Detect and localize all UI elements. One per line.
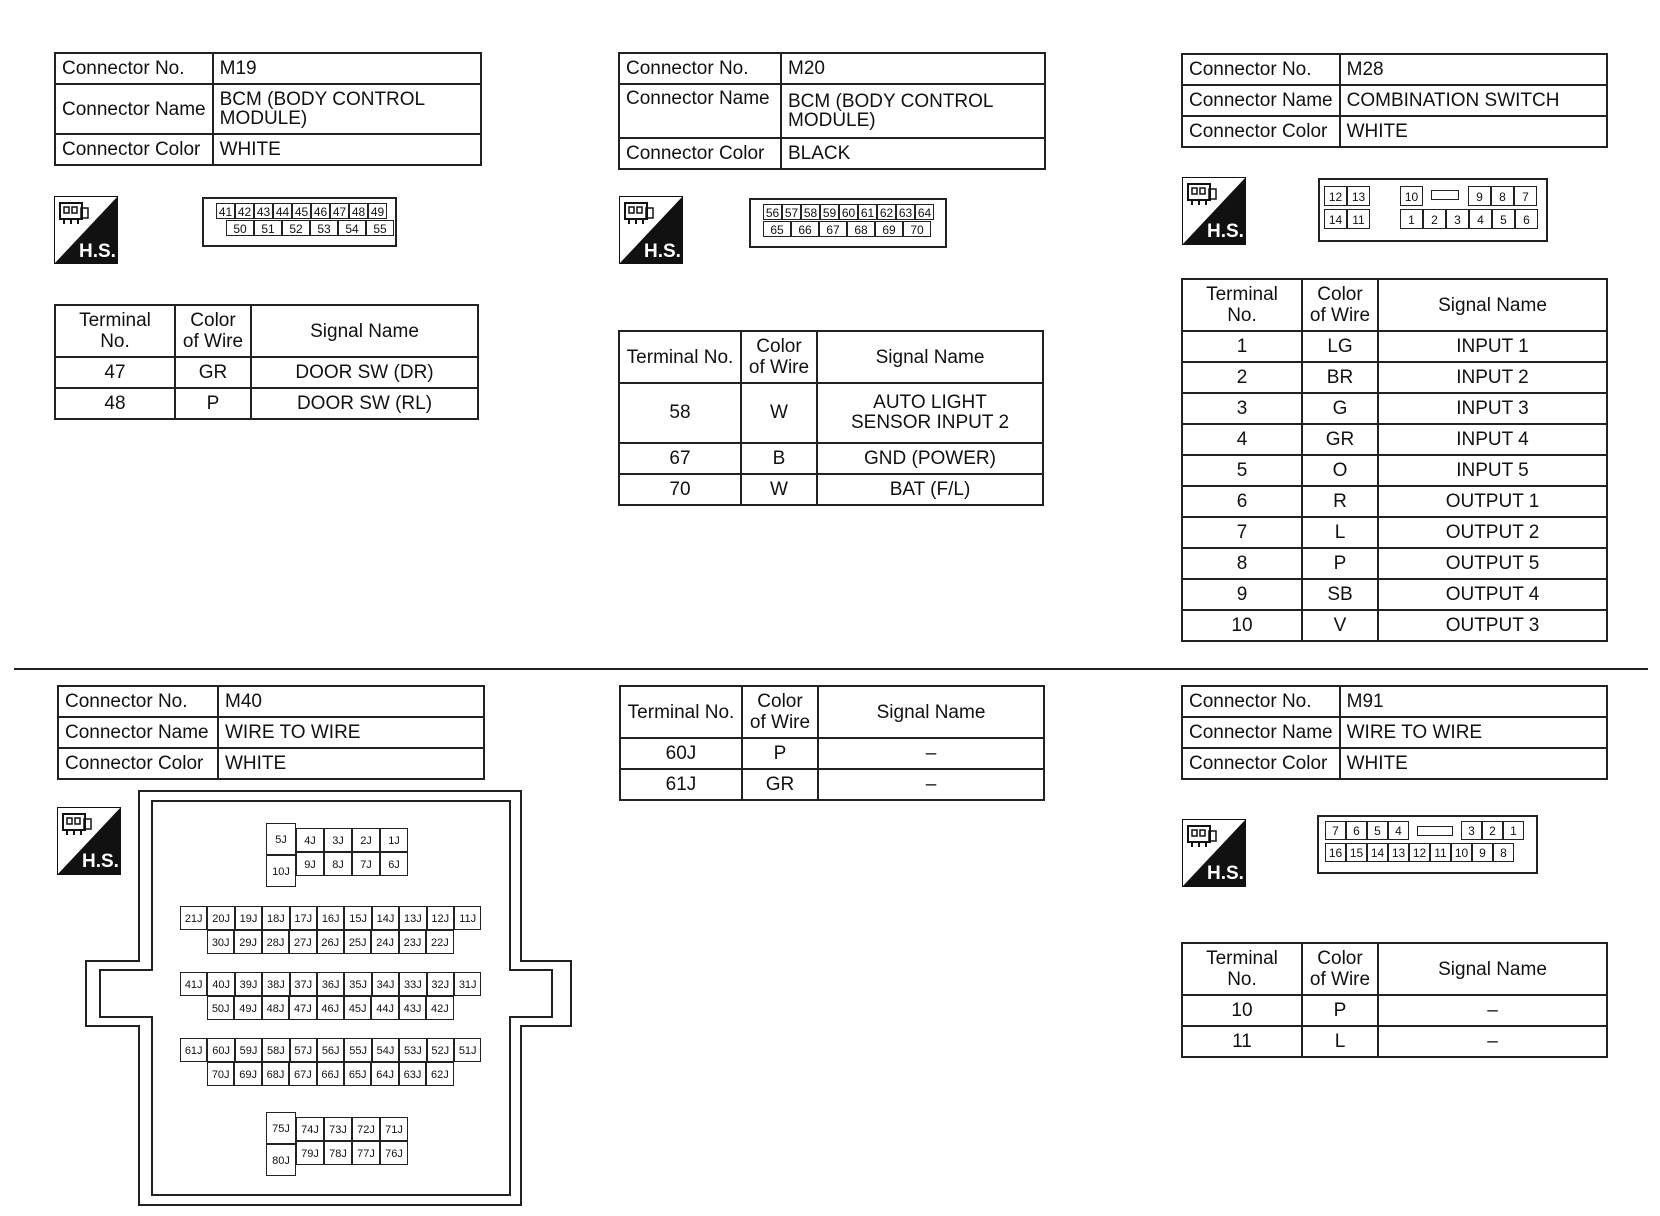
wire-cell: V (1302, 610, 1378, 641)
connector-pin: 75J (266, 1112, 296, 1144)
wire-cell: B (741, 443, 817, 474)
connector-color-value: WHITE (1340, 116, 1607, 147)
wire-cell: L (1302, 1026, 1378, 1057)
connector-pin: 67J (289, 1062, 316, 1086)
connector-pin: 77J (352, 1141, 380, 1165)
connector-pin: 5 (1367, 821, 1388, 840)
connector-name-label: Connector Name (619, 84, 781, 138)
connector-pin: 38J (262, 972, 289, 996)
connector-name-label: Connector Name (1182, 85, 1340, 116)
wire-cell: GR (175, 357, 251, 388)
connector-pin: 64 (915, 204, 934, 220)
hs-label: H.S. (82, 851, 119, 872)
connector-pin: 2 (1482, 821, 1503, 840)
terminal-cell: 67 (619, 443, 741, 474)
table-row (619, 474, 1043, 505)
terminal-cell: 70 (619, 474, 741, 505)
connector-pin: 43 (254, 203, 273, 219)
connector-pin: 41J (180, 972, 207, 996)
terminal-cell: 58 (619, 383, 741, 443)
connector-pin: 22J (426, 930, 453, 954)
m19-terminal-table (54, 304, 479, 420)
hs-label: H.S. (1207, 863, 1244, 884)
hs-label: H.S. (644, 241, 681, 262)
connector-pin: 16 (1325, 843, 1346, 862)
connector-pin: 8J (324, 852, 352, 876)
color-of-wire-header: Color of Wire (175, 305, 251, 357)
connector-pin: 62J (426, 1062, 453, 1086)
terminal-no-header: Terminal No. (619, 331, 741, 383)
table-row (1182, 362, 1607, 393)
connector-pin: 72J (352, 1117, 380, 1141)
wire-cell: W (741, 474, 817, 505)
connector-pin: 60J (207, 1038, 234, 1062)
connector-pin: 42J (426, 996, 453, 1020)
signal-cell: OUTPUT 1 (1378, 486, 1607, 517)
connector-pin: 5 (1492, 209, 1515, 229)
connector-pin: 51J (454, 1038, 481, 1062)
connector-pin: 13 (1388, 843, 1409, 862)
wire-cell: GR (1302, 424, 1378, 455)
connector-color-value: BLACK (781, 138, 1045, 169)
connector-name-label: Connector Name (1182, 717, 1340, 748)
table-row (1182, 995, 1607, 1026)
connector-color-value: WHITE (1340, 748, 1607, 779)
connector-pin: 20J (207, 906, 234, 930)
signal-cell: INPUT 4 (1378, 424, 1607, 455)
connector-no-label: Connector No. (619, 53, 781, 84)
hs-label: H.S. (79, 241, 116, 262)
connector-pin: 40J (207, 972, 234, 996)
connector-pin: 7J (352, 852, 380, 876)
connector-pin: 10 (1400, 186, 1423, 206)
connector-pin: 8 (1491, 186, 1514, 206)
table-row (1182, 579, 1607, 610)
connector-pin: 56J (317, 1038, 344, 1062)
connector-pin: 45 (292, 203, 311, 219)
connector-color-label: Connector Color (619, 138, 781, 169)
connector-color-value: WHITE (218, 748, 484, 779)
wire-cell: P (742, 738, 818, 769)
connector-pin: 44J (371, 996, 398, 1020)
signal-cell: – (818, 769, 1044, 800)
connector-no-value: M91 (1340, 686, 1607, 717)
connector-no-label: Connector No. (55, 53, 213, 84)
table-row (620, 738, 1044, 769)
table-row (1182, 548, 1607, 579)
connector-pin: 26J (317, 930, 344, 954)
connector-pin: 51 (254, 220, 282, 236)
connector-pin: 25J (344, 930, 371, 954)
connector-no-value: M20 (781, 53, 1045, 84)
terminal-cell: 48 (55, 388, 175, 419)
connector-pin: 12 (1324, 186, 1347, 206)
wire-cell: R (1302, 486, 1378, 517)
connector-pin: 39J (235, 972, 262, 996)
connector-pin: 14 (1324, 209, 1347, 229)
connector-no-label: Connector No. (58, 686, 218, 717)
connector-pin: 3J (324, 828, 352, 852)
terminal-no-header: Terminal No. (620, 686, 742, 738)
m40-info-table (57, 685, 485, 780)
signal-cell: DOOR SW (DR) (251, 357, 478, 388)
connector-pin: 54J (372, 1038, 399, 1062)
terminal-cell: 47 (55, 357, 175, 388)
m28-info-table (1181, 53, 1608, 148)
connector-pin: 65J (344, 1062, 371, 1086)
connector-pin: 9J (296, 852, 324, 876)
terminal-cell: 10 (1182, 995, 1302, 1026)
connector-name-value: BCM (BODY CONTROL MODULE) (781, 84, 1045, 138)
connector-no-value: M40 (218, 686, 484, 717)
table-row (1182, 424, 1607, 455)
connector-pin: 12J (427, 906, 454, 930)
terminal-cell: 3 (1182, 393, 1302, 424)
signal-name-header: Signal Name (1378, 279, 1607, 331)
connector-pin: 61 (858, 204, 877, 220)
connector-pin: 53J (399, 1038, 426, 1062)
signal-cell: AUTO LIGHT SENSOR INPUT 2 (817, 383, 1043, 443)
connector-pin: 1 (1400, 209, 1423, 229)
connector-pin: 6 (1346, 821, 1367, 840)
connector-pin: 34J (372, 972, 399, 996)
connector-pin: 60 (839, 204, 858, 220)
connector-pin: 2 (1423, 209, 1446, 229)
signal-cell: OUTPUT 5 (1378, 548, 1607, 579)
connector-name-label: Connector Name (55, 84, 213, 134)
connector-pin: 66J (317, 1062, 344, 1086)
signal-cell: – (1378, 995, 1607, 1026)
connector-pin: 59 (820, 204, 839, 220)
connector-pin: 63 (896, 204, 915, 220)
table-row (1182, 331, 1607, 362)
connector-pin: 41 (216, 203, 235, 219)
connector-pin: 3 (1446, 209, 1469, 229)
connector-pin: 8 (1493, 843, 1514, 862)
table-row (55, 357, 478, 388)
connector-pin: 58 (801, 204, 820, 220)
terminal-cell: 11 (1182, 1026, 1302, 1057)
connector-pin: 69J (234, 1062, 261, 1086)
table-row (1182, 486, 1607, 517)
connector-pin: 64J (371, 1062, 398, 1086)
connector-pin: 37J (290, 972, 317, 996)
connector-pin: 69 (875, 221, 903, 237)
connector-pin: 1 (1503, 821, 1524, 840)
color-of-wire-header: Color of Wire (741, 331, 817, 383)
connector-pin: 68J (262, 1062, 289, 1086)
m19-info-table (54, 52, 482, 166)
table-row (1182, 1026, 1607, 1057)
signal-cell: OUTPUT 4 (1378, 579, 1607, 610)
connector-pin: 50J (207, 996, 234, 1020)
terminal-cell: 10 (1182, 610, 1302, 641)
table-row (619, 443, 1043, 474)
connector-pin: 63J (399, 1062, 426, 1086)
connector-pin: 50 (226, 220, 254, 236)
connector-pin: 27J (289, 930, 316, 954)
wire-cell: L (1302, 517, 1378, 548)
connector-pin: 66 (791, 221, 819, 237)
connector-pin: 44 (273, 203, 292, 219)
connector-pin: 14 (1367, 843, 1388, 862)
connector-latch (1431, 190, 1459, 200)
connector-pin: 21J (180, 906, 207, 930)
connector-pin: 53 (310, 220, 338, 236)
connector-pin: 54 (338, 220, 366, 236)
connector-pin: 42 (235, 203, 254, 219)
hs-label: H.S. (1207, 221, 1244, 242)
signal-cell: INPUT 2 (1378, 362, 1607, 393)
connector-pin: 76J (380, 1141, 408, 1165)
signal-cell: DOOR SW (RL) (251, 388, 478, 419)
connector-pin: 57J (290, 1038, 317, 1062)
wire-cell: P (1302, 995, 1378, 1026)
section-divider (14, 668, 1648, 670)
connector-pin: 9 (1472, 843, 1493, 862)
connector-pin: 28J (262, 930, 289, 954)
signal-cell: OUTPUT 3 (1378, 610, 1607, 641)
terminal-cell: 5 (1182, 455, 1302, 486)
connector-pin: 6J (380, 852, 408, 876)
connector-pin: 46J (317, 996, 344, 1020)
connector-pin: 65 (763, 221, 791, 237)
signal-cell: BAT (F/L) (817, 474, 1043, 505)
terminal-cell: 2 (1182, 362, 1302, 393)
wire-cell: P (1302, 548, 1378, 579)
connector-pin: 43J (399, 996, 426, 1020)
connector-pin: 3 (1461, 821, 1482, 840)
connector-color-value: WHITE (213, 134, 481, 165)
connector-pin: 19J (235, 906, 262, 930)
wire-cell: O (1302, 455, 1378, 486)
connector-pin: 47 (330, 203, 349, 219)
connector-color-label: Connector Color (1182, 748, 1340, 779)
signal-name-header: Signal Name (1378, 943, 1607, 995)
connector-pin: 9 (1468, 186, 1491, 206)
terminal-cell: 61J (620, 769, 742, 800)
terminal-cell: 1 (1182, 331, 1302, 362)
connector-pin: 48J (262, 996, 289, 1020)
wire-cell: GR (742, 769, 818, 800)
signal-name-header: Signal Name (251, 305, 478, 357)
connector-pin: 70J (207, 1062, 234, 1086)
signal-cell: GND (POWER) (817, 443, 1043, 474)
terminal-cell: 9 (1182, 579, 1302, 610)
wire-cell: W (741, 383, 817, 443)
connector-pin: 31J (454, 972, 481, 996)
connector-pin: 10 (1451, 843, 1472, 862)
connector-pin: 11 (1430, 843, 1451, 862)
signal-name-header: Signal Name (818, 686, 1044, 738)
connector-pin: 18J (262, 906, 289, 930)
connector-pin: 6 (1515, 209, 1538, 229)
connector-pin: 55J (344, 1038, 371, 1062)
connector-pin: 36J (317, 972, 344, 996)
connector-pin: 71J (380, 1117, 408, 1141)
connector-pin: 49 (368, 203, 387, 219)
connector-pin: 73J (324, 1117, 352, 1141)
connector-pin: 29J (234, 930, 261, 954)
connector-no-label: Connector No. (1182, 686, 1340, 717)
connector-pin: 62 (877, 204, 896, 220)
connector-pin: 17J (290, 906, 317, 930)
connector-color-label: Connector Color (58, 748, 218, 779)
color-of-wire-header: Color of Wire (1302, 279, 1378, 331)
connector-pin: 33J (399, 972, 426, 996)
table-row (1182, 393, 1607, 424)
signal-cell: – (1378, 1026, 1607, 1057)
connector-name-value: WIRE TO WIRE (218, 717, 484, 748)
table-row (619, 383, 1043, 443)
m91-terminal-table (1181, 942, 1608, 1058)
connector-pin: 2J (352, 828, 380, 852)
connector-pin: 23J (399, 930, 426, 954)
connector-pin: 24J (371, 930, 398, 954)
connector-pin: 78J (324, 1141, 352, 1165)
connector-pin: 79J (296, 1141, 324, 1165)
table-row (1182, 517, 1607, 548)
connector-pin: 5J (266, 823, 296, 855)
connector-pin: 4 (1388, 821, 1409, 840)
connector-pin: 52 (282, 220, 310, 236)
connector-name-value: WIRE TO WIRE (1340, 717, 1607, 748)
connector-pin: 4 (1469, 209, 1492, 229)
connector-pin: 52J (427, 1038, 454, 1062)
m20-info-table (618, 52, 1046, 170)
terminal-cell: 6 (1182, 486, 1302, 517)
wire-cell: BR (1302, 362, 1378, 393)
wire-cell: P (175, 388, 251, 419)
connector-name-label: Connector Name (58, 717, 218, 748)
wire-cell: SB (1302, 579, 1378, 610)
connector-name-value: COMBINATION SWITCH (1340, 85, 1607, 116)
signal-name-header: Signal Name (817, 331, 1043, 383)
terminal-cell: 4 (1182, 424, 1302, 455)
connector-pin: 70 (903, 221, 931, 237)
connector-pin: 16J (317, 906, 344, 930)
connector-pin: 80J (266, 1144, 296, 1176)
connector-pin: 7 (1514, 186, 1537, 206)
connector-pin: 46 (311, 203, 330, 219)
table-row (620, 769, 1044, 800)
m28-terminal-table (1181, 278, 1608, 642)
connector-pin: 14J (372, 906, 399, 930)
connector-pin: 67 (819, 221, 847, 237)
signal-cell: OUTPUT 2 (1378, 517, 1607, 548)
connector-pin: 55 (366, 220, 394, 236)
connector-color-label: Connector Color (55, 134, 213, 165)
connector-pin: 13J (399, 906, 426, 930)
connector-pin: 4J (296, 828, 324, 852)
color-of-wire-header: Color of Wire (1302, 943, 1378, 995)
signal-cell: INPUT 5 (1378, 455, 1607, 486)
connector-pin: 59J (235, 1038, 262, 1062)
m40-terminal-table (619, 685, 1045, 801)
connector-pin: 12 (1409, 843, 1430, 862)
connector-pin: 48 (349, 203, 368, 219)
m91-info-table (1181, 685, 1608, 780)
connector-pin: 45J (344, 996, 371, 1020)
connector-pin: 15J (344, 906, 371, 930)
terminal-no-header: Terminal No. (55, 305, 175, 357)
color-of-wire-header: Color of Wire (742, 686, 818, 738)
terminal-cell: 8 (1182, 548, 1302, 579)
wire-cell: LG (1302, 331, 1378, 362)
connector-pin: 11J (454, 906, 481, 930)
connector-pin: 10J (266, 855, 296, 887)
connector-pin: 13 (1347, 186, 1370, 206)
connector-pin: 32J (427, 972, 454, 996)
connector-pin: 57 (782, 204, 801, 220)
connector-color-label: Connector Color (1182, 116, 1340, 147)
wire-cell: G (1302, 393, 1378, 424)
signal-cell: – (818, 738, 1044, 769)
table-row (1182, 610, 1607, 641)
connector-pin: 30J (207, 930, 234, 954)
connector-no-value: M28 (1340, 54, 1607, 85)
signal-cell: INPUT 1 (1378, 331, 1607, 362)
m20-terminal-table (618, 330, 1044, 506)
table-row (55, 388, 478, 419)
signal-cell: INPUT 3 (1378, 393, 1607, 424)
connector-latch (1417, 826, 1453, 836)
table-row (1182, 455, 1607, 486)
connector-name-value: BCM (BODY CONTROL MODULE) (213, 84, 481, 134)
connector-pin: 49J (234, 996, 261, 1020)
terminal-cell: 60J (620, 738, 742, 769)
terminal-cell: 7 (1182, 517, 1302, 548)
terminal-no-header: Terminal No. (1182, 943, 1302, 995)
connector-pin: 56 (763, 204, 782, 220)
connector-pin: 15 (1346, 843, 1367, 862)
connector-no-label: Connector No. (1182, 54, 1340, 85)
connector-no-value: M19 (213, 53, 481, 84)
connector-pin: 11 (1347, 209, 1370, 229)
terminal-no-header: Terminal No. (1182, 279, 1302, 331)
connector-pin: 7 (1325, 821, 1346, 840)
connector-pin: 58J (262, 1038, 289, 1062)
connector-pin: 47J (289, 996, 316, 1020)
connector-pin: 74J (296, 1117, 324, 1141)
connector-pin: 1J (380, 828, 408, 852)
connector-pin: 35J (344, 972, 371, 996)
connector-pin: 61J (180, 1038, 207, 1062)
connector-pin: 68 (847, 221, 875, 237)
